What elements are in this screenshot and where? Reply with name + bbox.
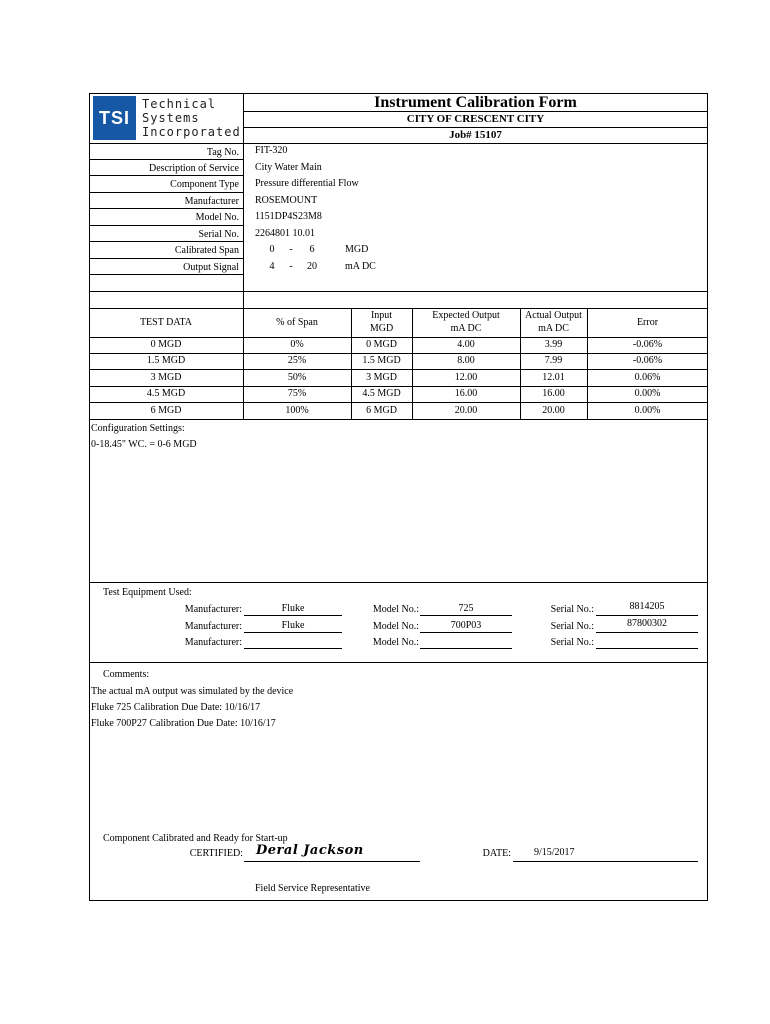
table-row-2-input: 3 MGD [366,372,397,383]
equip-row-1-mfr-label: Manufacturer: [184,621,242,632]
span-low: 0 [269,244,275,255]
comments-label: Comments: [103,669,150,680]
city-name: CITY OF CRESCENT CITY [406,113,545,125]
logo-word-incorporated: Incorporated [142,125,241,139]
equip-row-0-serial-label: Serial No.: [550,604,594,615]
signature: Deral Jackson [256,843,364,858]
table-row-0-error: -0.06% [632,339,663,350]
calibrated-span-label: Calibrated Span [174,245,239,256]
equip-row-1-model: 700P03 [450,620,482,631]
job-number: Job# 15107 [449,129,502,141]
equip-row-2-mfr-label: Manufacturer: [184,637,242,648]
equip-row-0-mfr-label: Manufacturer: [184,604,242,615]
signal-dash: - [289,261,293,272]
model-label: Model No. [195,212,239,223]
table-row-1-error: -0.06% [632,355,663,366]
config-label: Configuration Settings: [91,423,185,434]
serial-value: 2264801 10.01 [255,228,315,239]
tag-label: Tag No. [206,147,239,158]
equip-row-2-model-label: Model No.: [372,637,419,648]
table-row-3-span: 75% [287,388,307,399]
table-row-1-actual: 7.99 [544,355,563,366]
table-row-4-input: 6 MGD [366,405,397,416]
table-row-3-test: 4.5 MGD [146,388,186,399]
ready-statement: Component Calibrated and Ready for Start-up [103,833,288,844]
span-high: 6 [309,244,315,255]
tsi-logo-mark: TSI [93,96,136,140]
comment-line-3: Fluke 700P27 Calibration Due Date: 10/16/17 [91,718,276,729]
table-row-0-input: 0 MGD [366,339,397,350]
th-error: Error [636,317,659,328]
table-row-1-span: 25% [287,355,307,366]
equip-row-1-serial-label: Serial No.: [550,621,594,632]
th-percent-span: % of Span [276,317,318,328]
manufacturer-label: Manufacturer [184,196,239,207]
table-row-3-expected: 16.00 [454,388,478,399]
manufacturer-value: ROSEMOUNT [255,195,318,206]
th-actual-line2: mA DC [538,323,569,334]
comment-line-1: The actual mA output was simulated by the device [91,686,294,697]
th-actual-line1: Actual Output [525,310,582,321]
output-signal-label: Output Signal [183,262,239,273]
table-row-4-span: 100% [285,405,309,416]
tag-value: FIT-320 [255,145,288,156]
table-row-4-expected: 20.00 [454,405,478,416]
logo-word-systems: Systems [142,111,200,125]
table-row-1-test: 1.5 MGD [146,355,186,366]
logo-word-technical: Technical [142,97,217,111]
equip-row-0-model: 725 [458,603,474,614]
table-row-0-actual: 3.99 [544,339,563,350]
table-row-2-span: 50% [287,372,307,383]
signal-high: 20 [307,261,317,272]
description-label: Description of Service [149,163,239,174]
th-expected-line1: Expected Output [432,310,500,321]
table-row-3-input: 4.5 MGD [362,388,401,399]
th-input-line2: MGD [369,323,394,334]
signal-unit: mA DC [345,261,376,272]
table-row-4-actual: 20.00 [542,405,565,416]
equip-row-0-model-label: Model No.: [372,604,419,615]
component-type-label: Component Type [170,179,239,190]
config-line-1: 0-18.45" WC. = 0-6 MGD [91,439,197,450]
date-label: DATE: [482,848,511,859]
table-row-4-test: 6 MGD [150,405,182,416]
table-row-2-expected: 12.00 [454,372,478,383]
th-test-data: TEST DATA [139,317,193,328]
table-row-0-test: 0 MGD [150,339,182,350]
equip-row-2-serial-label: Serial No.: [550,637,594,648]
table-row-2-actual: 12.01 [542,372,565,383]
serial-label: Serial No. [198,229,239,240]
span-unit: MGD [345,244,369,255]
equip-row-0-serial: 8814205 [629,601,665,612]
span-dash: - [289,244,293,255]
date-value: 9/15/2017 [534,847,575,858]
table-row-0-span: 0% [290,339,304,350]
certified-label: CERTIFIED: [189,848,243,859]
equip-row-1-serial: 87800302 [627,618,667,629]
th-input-line1: Input [370,310,393,321]
table-row-2-error: 0.06% [634,372,661,383]
table-row-2-test: 3 MGD [150,372,182,383]
th-expected-line2: mA DC [450,323,482,334]
component-type-value: Pressure differential Flow [255,178,359,189]
equip-row-1-mfr: Fluke [281,620,305,631]
table-row-4-error: 0.00% [634,405,661,416]
description-value: City Water Main [255,162,322,173]
field-service-role: Field Service Representative [255,883,370,894]
equipment-label: Test Equipment Used: [103,587,192,598]
table-row-3-error: 0.00% [634,388,661,399]
table-row-3-actual: 16.00 [542,388,565,399]
table-row-0-expected: 4.00 [457,339,475,350]
table-row-1-input: 1.5 MGD [362,355,401,366]
form-title: Instrument Calibration Form [374,94,577,111]
signal-low: 4 [269,261,275,272]
equip-row-0-mfr: Fluke [281,603,305,614]
table-row-1-expected: 8.00 [457,355,475,366]
model-value: 1151DP4S23M8 [255,211,322,222]
comment-line-2: Fluke 725 Calibration Due Date: 10/16/17 [91,702,261,713]
equip-row-1-model-label: Model No.: [372,621,419,632]
